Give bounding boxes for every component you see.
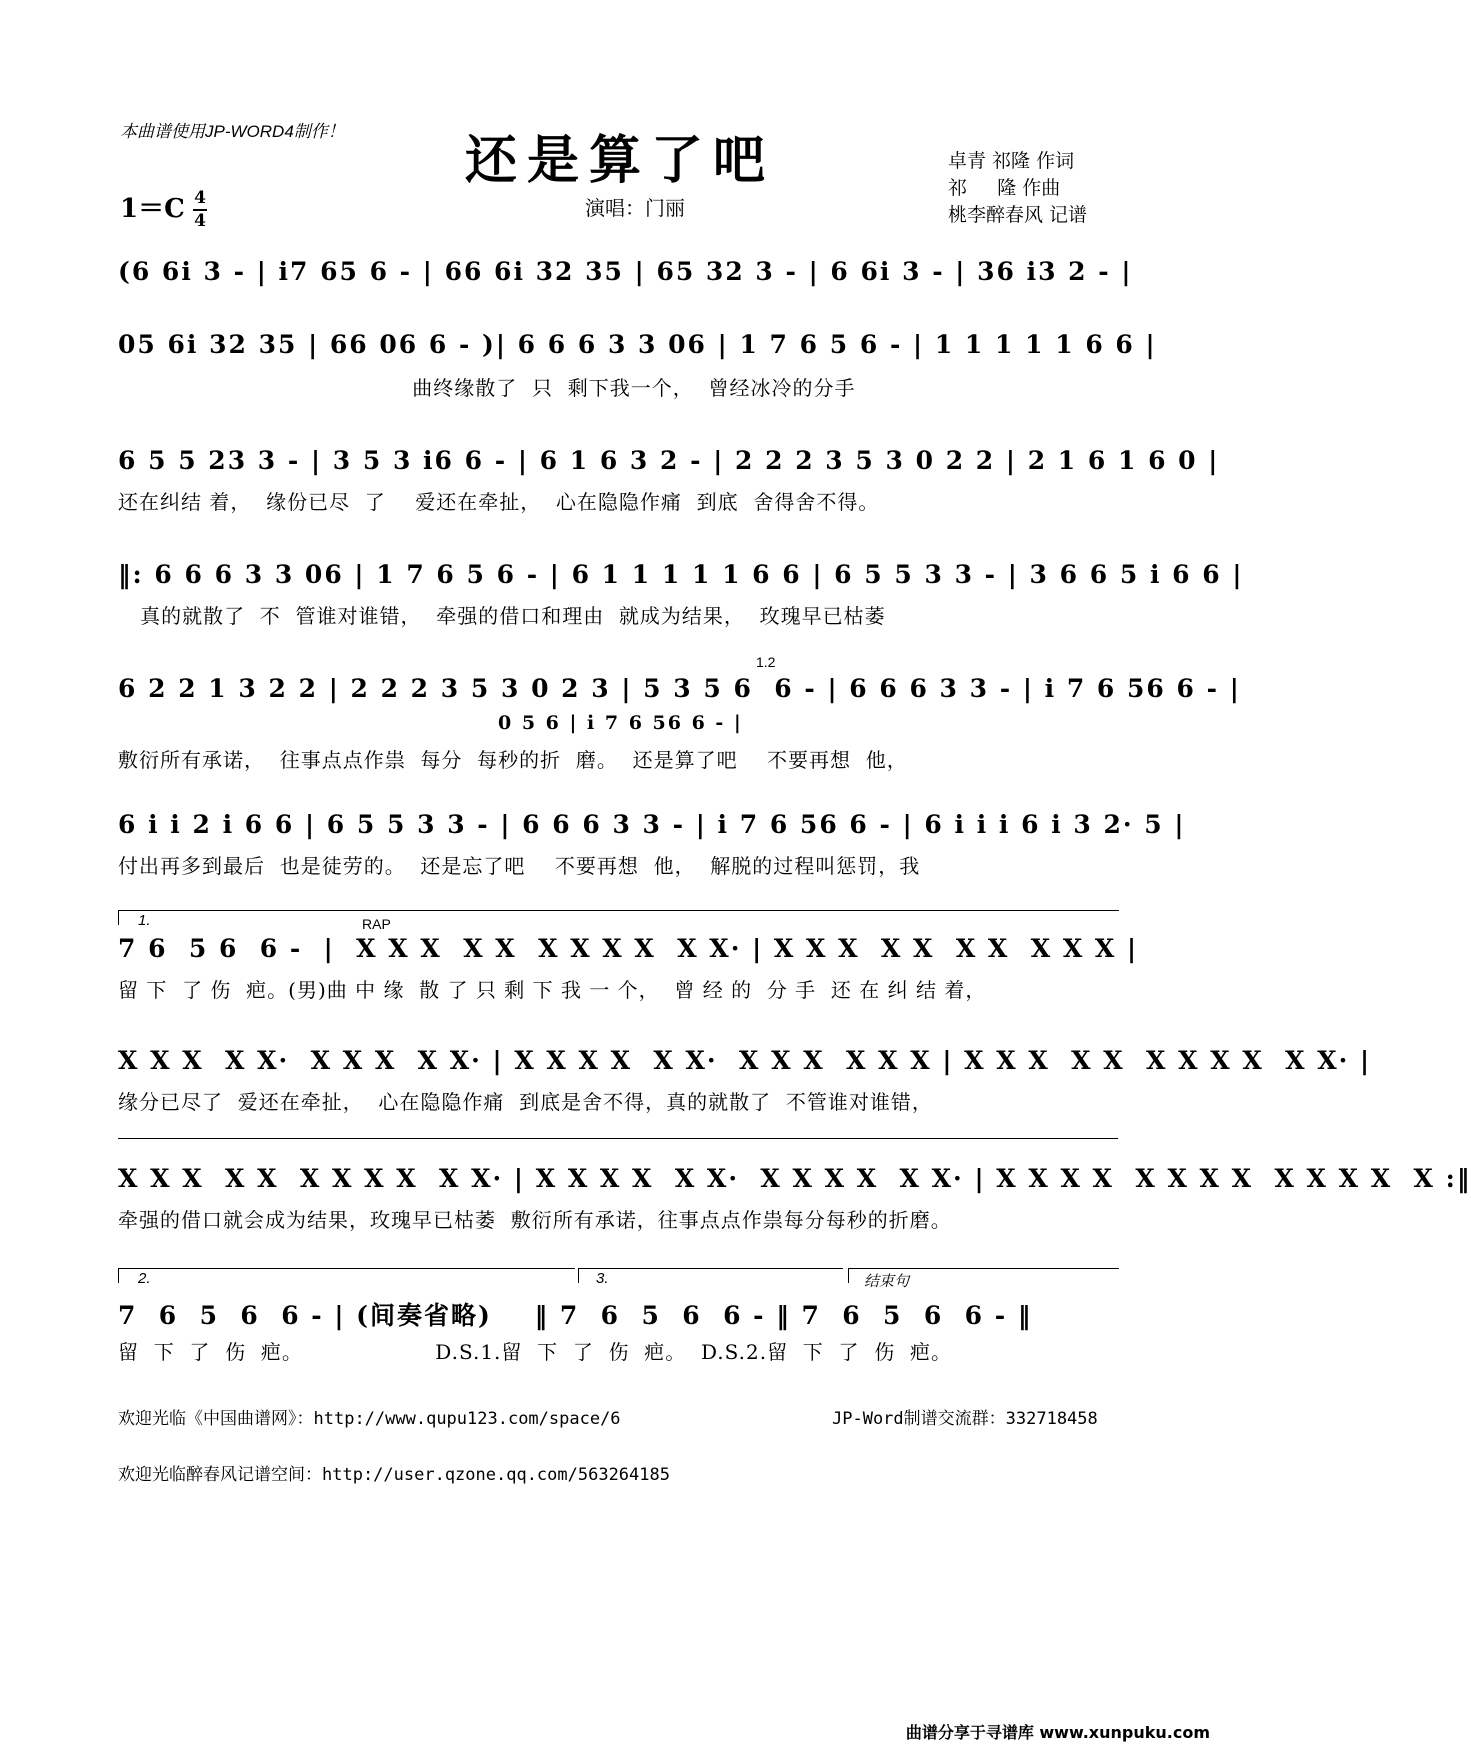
composer: 祁 隆 作曲 [948,177,1061,199]
volta-label-2: 2. [138,1270,151,1287]
singer: 演唱：门丽 [585,196,685,220]
sub-notation: 0 5 6 | i 7 6 56 6 - | [498,712,743,734]
notation-line-4: ‖: 6 6 6 3 3 06 | 1 7 6 5 6 - | 6 1 1 1 1 1 6 6 | 6 5 5 3 3 - | 3 6 6 5 i 6 6 | [118,560,1244,589]
volta-label-1: 1. [138,912,151,929]
lyrics-line-10: 留 下 了 伤 疤。 D.S.1.留 下 了 伤 疤。 D.S.2.留 下 了 伤 疤。 [118,1340,952,1364]
software-credit: 本曲谱使用JP-WORD4制作！ [120,122,345,141]
volta-bracket-1 [118,910,1119,925]
notation-line-7: 7 6 5 6 6 - | X X X X X X X X X X X· | X X X X X X X X X X | [118,934,1139,963]
lyrics-line-7: 留 下 了 伤 疤。(男)曲 中 缘 散 了 只 剩 下 我 一 个， 曾 经 的 分 手 还 在 纠 结 着， [118,978,987,1002]
notation-line-5: 6 2 2 1 3 2 2 | 2 2 2 3 5 3 0 2 3 | 5 3 5 6 6 - | 6 6 6 3 3 - | i 7 6 56 6 - | [118,674,1241,703]
lyrics-line-4: 真的就散了 不 管谁对谁错， 牵强的借口和理由 就成为结果， 玫瑰早已枯萎 [118,604,886,628]
volta-label-3: 3. [596,1270,609,1287]
notation-line-6: 6 i i 2 i 6 6 | 6 5 5 3 3 - | 6 6 6 3 3 - | i 7 6 56 6 - | 6 i i i 6 i 3 2· 5 | [118,810,1186,839]
notation-line-3: 6 5 5 23 3 - | 3 5 3 i6 6 - | 6 1 6 3 2 - | 2 2 2 3 5 3 0 2 2 | 2 1 6 1 6 0 | [118,446,1220,475]
lyrics-line-3: 还在纠结 着， 缘份已尽 了 爱还在牵扯， 心在隐隐作痛 到底 舍得舍不得。 [118,490,880,514]
lyrics-line-5: 敷衍所有承诺， 往事点点作祟 每分 每秒的折 磨。 还是算了吧 不要再想 他， [118,748,908,772]
bracket-line-9 [118,1138,1118,1153]
notation-line-1: (6 6i 3 - | i7 65 6 - | 66 6i 32 35 | 65 32 3 - | 6 6i 3 - | 36 i3 2 - | [118,257,1133,286]
segno-label: 1.2 [756,654,776,670]
lyrics-line-2: 曲终缘散了 只 剩下我一个， 曾经冰冷的分手 [118,376,856,400]
notation-line-9: X X X X X X X X X X X· | X X X X X X· X X X X X X· | X X X X X X X X X X X X X :‖ [118,1164,1471,1193]
notation-line-10: 7 6 5 6 6 - | (间奏省略) ‖ 7 6 5 6 6 - ‖ 7 6 5 6 6 - ‖ [118,1301,1033,1330]
lyrics-line-9: 牵强的借口就会成为结果，玫瑰早已枯萎 敷衍所有承诺，往事点点作祟每分每秒的折磨。 [118,1208,952,1232]
footer-website: 欢迎光临《中国曲谱网》：http://www.qupu123.com/space/6 [118,1409,621,1429]
volta-bracket-3 [578,1268,843,1283]
song-title: 还是算了吧 [464,130,775,191]
lyrics-line-8: 缘分已尽了 爱还在牵扯， 心在隐隐作痛 到底是舍不得，真的就散了 不管谁对谁错， [118,1090,933,1114]
source-site: 曲谱分享于寻谱库 www.xunpuku.com [905,1723,1210,1742]
lyricist: 卓青 祁隆 作词 [948,150,1075,172]
rap-label: RAP [362,916,391,932]
lyrics-line-6: 付出再多到最后 也是徒劳的。 还是忘了吧 不要再想 他， 解脱的过程叫惩罚，我 [118,854,921,878]
notation-line-2: 05 6i 32 35 | 66 06 6 - )| 6 6 6 3 3 06 | 1 7 6 5 6 - | 1 1 1 1 1 6 6 | [118,330,1157,359]
transcriber: 桃李醉春风 记谱 [948,204,1088,226]
footer-qq-group: JP-Word制谱交流群：332718458 [832,1409,1098,1429]
notation-line-8: X X X X X· X X X X X· | X X X X X X· X X X X X X | X X X X X X X X X X X· | [118,1046,1372,1075]
ending-label: 结束句 [864,1273,910,1290]
time-bottom: 4 [194,211,206,231]
volta-bracket-2 [118,1268,575,1283]
time-top: 4 [194,188,206,208]
footer-qzone: 欢迎光临醉春风记谱空间：http://user.qzone.qq.com/563264185 [118,1465,670,1485]
key-signature: 1＝C [120,194,185,224]
